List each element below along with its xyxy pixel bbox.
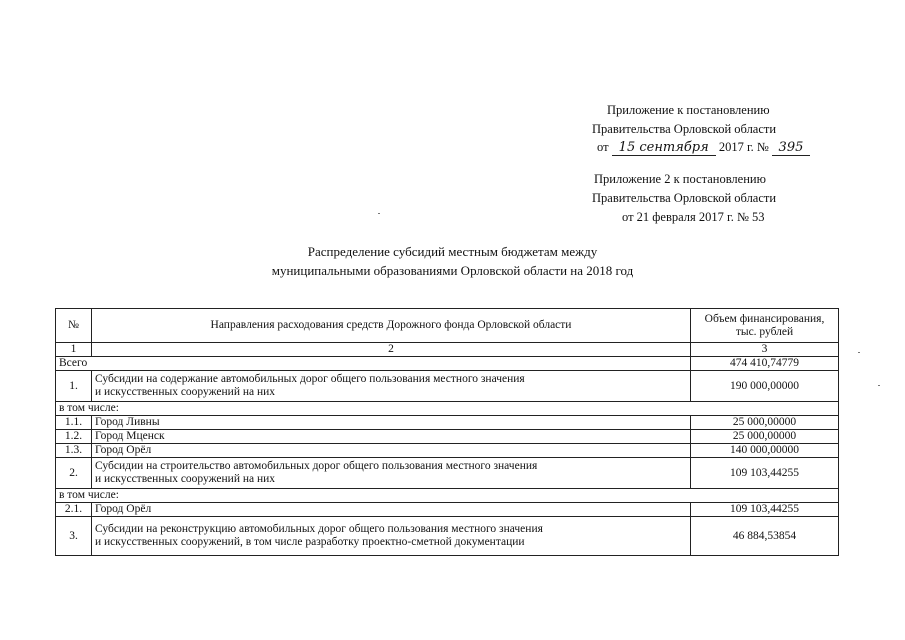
row-text	[92, 517, 691, 556]
total-label: Всего	[56, 357, 691, 371]
row-amount: 46 884,53854	[691, 517, 839, 556]
approval-line-2: Правительства Орловской области	[592, 122, 777, 136]
row-text-line-2: и искусственных сооружений на них	[95, 386, 276, 398]
row-amount: 109 103,44255	[691, 458, 839, 489]
scan-speck	[858, 352, 860, 353]
table-row	[56, 444, 839, 458]
header-amount-line-2: тыс. рублей	[735, 325, 794, 338]
column-number-row	[56, 343, 839, 357]
date-year: 2017 г. №	[718, 140, 769, 154]
table-row	[56, 503, 839, 517]
row-amount: 190 000,00000	[691, 371, 839, 402]
including-label: в том числе:	[56, 489, 839, 503]
appendix2-line-2: Правительства Орловской области	[592, 191, 777, 205]
including-label: в том числе:	[56, 402, 839, 416]
document-title-line-2: муниципальными образованиями Орловской области на 2018 год	[271, 263, 634, 278]
row-text-line-1: Субсидии на реконструкцию автомобильных дорог общего пользования местного значения	[95, 523, 543, 535]
row-num: 1.2.	[56, 430, 92, 444]
handwritten-date: 15 сентября	[612, 141, 716, 156]
row-num: 3.	[56, 517, 92, 556]
approval-line-1: Приложение к постановлению	[607, 103, 770, 117]
row-num: 2.	[56, 458, 92, 489]
col-number-3: 3	[691, 343, 839, 357]
row-num: 1.3.	[56, 444, 92, 458]
table-header-row	[56, 309, 839, 343]
header-amount	[691, 309, 839, 343]
header-direction: Направления расходования средств Дорожного фонда Орловской области	[92, 309, 691, 343]
row-text	[92, 458, 691, 489]
appendix2-line-3: от 21 февраля 2017 г. № 53	[622, 210, 765, 224]
total-row	[56, 357, 839, 371]
row-amount: 109 103,44255	[691, 503, 839, 517]
table-row	[56, 517, 839, 556]
subsidy-table	[55, 308, 839, 556]
col-number-1: 1	[56, 343, 92, 357]
row-city: Город Орёл	[92, 503, 691, 517]
total-amount: 474 410,74779	[691, 357, 839, 371]
col-number-2: 2	[92, 343, 691, 357]
scan-speck	[378, 213, 380, 214]
row-num: 2.1.	[56, 503, 92, 517]
row-num: 1.	[56, 371, 92, 402]
table-row	[56, 371, 839, 402]
row-amount: 140 000,00000	[691, 444, 839, 458]
row-amount: 25 000,00000	[691, 430, 839, 444]
row-text	[92, 371, 691, 402]
row-city: Город Ливны	[92, 416, 691, 430]
row-amount: 25 000,00000	[691, 416, 839, 430]
scan-speck	[878, 385, 880, 386]
table-row	[56, 416, 839, 430]
row-city: Город Орёл	[92, 444, 691, 458]
subtotal-label-row	[56, 489, 839, 503]
row-text-line-1: Субсидии на строительство автомобильных дорог общего пользования местного значения	[95, 460, 538, 472]
table-row	[56, 458, 839, 489]
row-num: 1.1.	[56, 416, 92, 430]
document-title-line-1: Распределение субсидий местным бюджетам между	[307, 244, 598, 259]
row-text-line-2: и искусственных сооружений на них	[95, 473, 276, 485]
approval-date-line	[597, 139, 810, 156]
row-text-line-1: Субсидии на содержание автомобильных дорог общего пользования местного значения	[95, 373, 525, 385]
header-amount-line-1: Объем финансирования,	[704, 312, 825, 325]
row-city: Город Мценск	[92, 430, 691, 444]
table-row	[56, 430, 839, 444]
appendix2-line-1: Приложение 2 к постановлению	[594, 172, 766, 186]
header-num: №	[56, 309, 92, 343]
handwritten-number: 395	[772, 141, 810, 156]
row-text-line-2: и искусственных сооружений, в том числе разработку проектно-сметной документации	[95, 536, 525, 548]
subtotal-label-row	[56, 402, 839, 416]
date-prefix: от	[597, 140, 609, 154]
